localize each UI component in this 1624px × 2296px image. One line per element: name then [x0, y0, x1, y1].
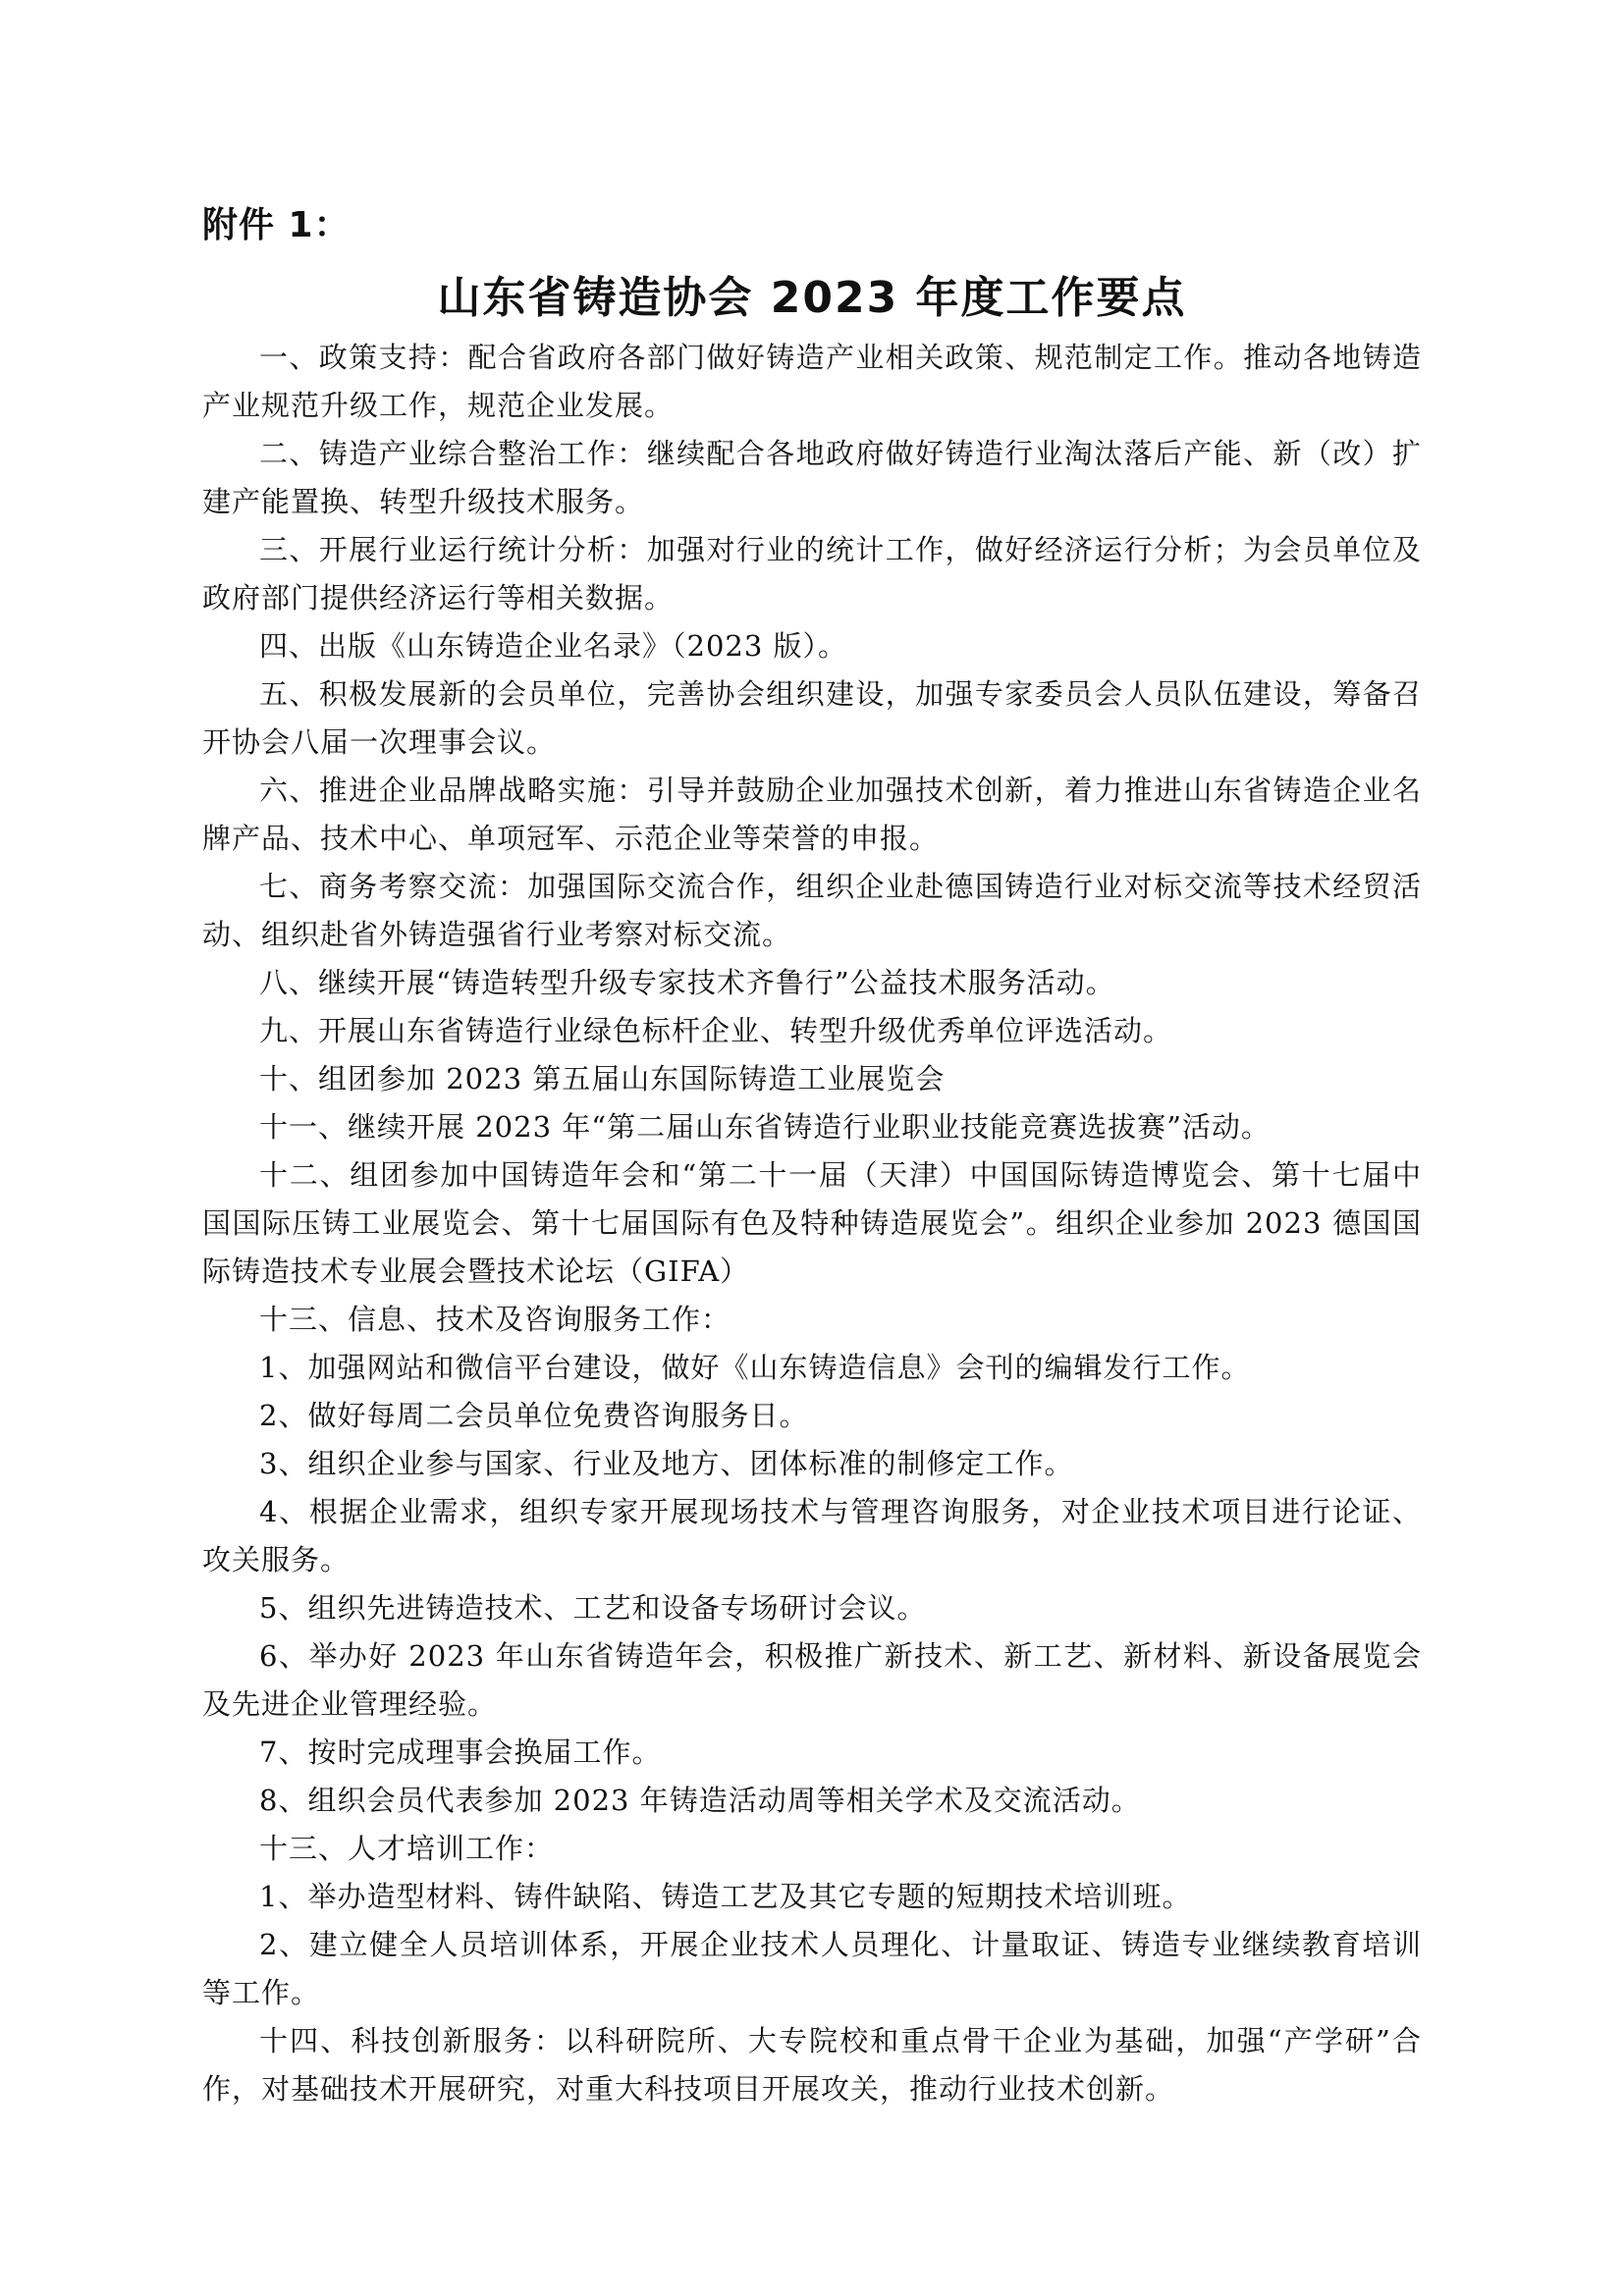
paragraph-business-exchange: 七、商务考察交流：加强国际交流合作，组织企业赴德国铸造行业对标交流等技术经贸活动、组织赴省外铸造强省行业考察对标交流。 [202, 870, 1422, 951]
paragraph-info-services-heading: 十三、信息、技术及咨询服务工作： [259, 1303, 731, 1336]
paragraph-brand-strategy: 六、推进企业品牌战略实施：引导并鼓励企业加强技术创新，着力推进山东省铸造企业名牌产品、技术中心、单项冠军、示范企业等荣誉的申报。 [202, 774, 1422, 855]
document-title: 山东省铸造协会 2023 年度工作要点 [437, 273, 1187, 323]
list-item: 6、举办好 2023 年山东省铸造年会，积极推广新技术、新工艺、新材料、新设备展览会及先进企业管理经验。 [202, 1639, 1422, 1721]
document-body [202, 334, 1422, 2113]
paragraph-training-heading: 十三、人才培训工作： [259, 1832, 555, 1865]
paragraph-skills-competition: 十一、继续开展 2023 年“第二届山东省铸造行业职业技能竞赛选拔赛”活动。 [259, 1110, 1271, 1144]
paragraph-national-exhibitions: 十二、组团参加中国铸造年会和“第二十一届（天津）中国国际铸造博览会、第十七届中国国际压铸工业展览会、第十七届国际有色及特种铸造展览会”。组织企业参加 2023 德国国际铸造技术专业展会暨技术论坛（GIFA） [202, 1158, 1422, 1288]
paragraph-industry-rectification: 二、铸造产业综合整治工作：继续配合各地政府做好铸造行业淘汰落后产能、新（改）扩建产能置换、转型升级技术服务。 [202, 437, 1422, 518]
list-item: 5、组织先进铸造技术、工艺和设备专场研讨会议。 [259, 1591, 927, 1625]
list-item: 3、组织企业参与国家、行业及地方、团体标准的制修定工作。 [259, 1447, 1074, 1480]
paragraph-green-benchmark: 九、开展山东省铸造行业绿色标杆企业、转型升级优秀单位评选活动。 [259, 1014, 1173, 1047]
paragraph-innovation-services: 十四、科技创新服务：以科研院所、大专院校和重点骨干企业为基础，加强“产学研”合作，对基础技术开展研究，对重大科技项目开展攻关，推动行业技术创新。 [202, 2024, 1422, 2106]
list-item: 1、加强网站和微信平台建设，做好《山东铸造信息》会刊的编辑发行工作。 [259, 1351, 1251, 1384]
attachment-label: 附件 1： [202, 205, 351, 245]
list-item: 1、举办造型材料、铸件缺陷、铸造工艺及其它专题的短期技术培训班。 [259, 1880, 1192, 1913]
paragraph-shandong-exhibition: 十、组团参加 2023 第五届山东国际铸造工业展览会 [259, 1062, 946, 1095]
list-item: 2、做好每周二会员单位免费咨询服务日。 [259, 1399, 809, 1432]
paragraph-expert-tour: 八、继续开展“铸造转型升级专家技术齐鲁行”公益技术服务活动。 [259, 966, 1115, 999]
paragraph-directory-publication: 四、出版《山东铸造企业名录》（2023 版）。 [259, 629, 848, 663]
list-item: 4、根据企业需求，组织专家开展现场技术与管理咨询服务，对企业技术项目进行论证、攻关服务。 [202, 1495, 1422, 1576]
paragraph-policy-support: 一、政策支持：配合省政府各部门做好铸造产业相关政策、规范制定工作。推动各地铸造产业规范升级工作，规范企业发展。 [202, 341, 1422, 422]
list-item: 2、建立健全人员培训体系，开展企业技术人员理化、计量取证、铸造专业继续教育培训等工作。 [202, 1928, 1422, 2009]
paragraph-member-development: 五、积极发展新的会员单位，完善协会组织建设，加强专家委员会人员队伍建设，筹备召开协会八届一次理事会议。 [202, 677, 1422, 759]
list-item: 7、按时完成理事会换届工作。 [259, 1735, 662, 1769]
paragraph-statistics-analysis: 三、开展行业运行统计分析：加强对行业的统计工作，做好经济运行分析；为会员单位及政府部门提供经济运行等相关数据。 [202, 533, 1422, 614]
list-item: 8、组织会员代表参加 2023 年铸造活动周等相关学术及交流活动。 [259, 1784, 1141, 1817]
